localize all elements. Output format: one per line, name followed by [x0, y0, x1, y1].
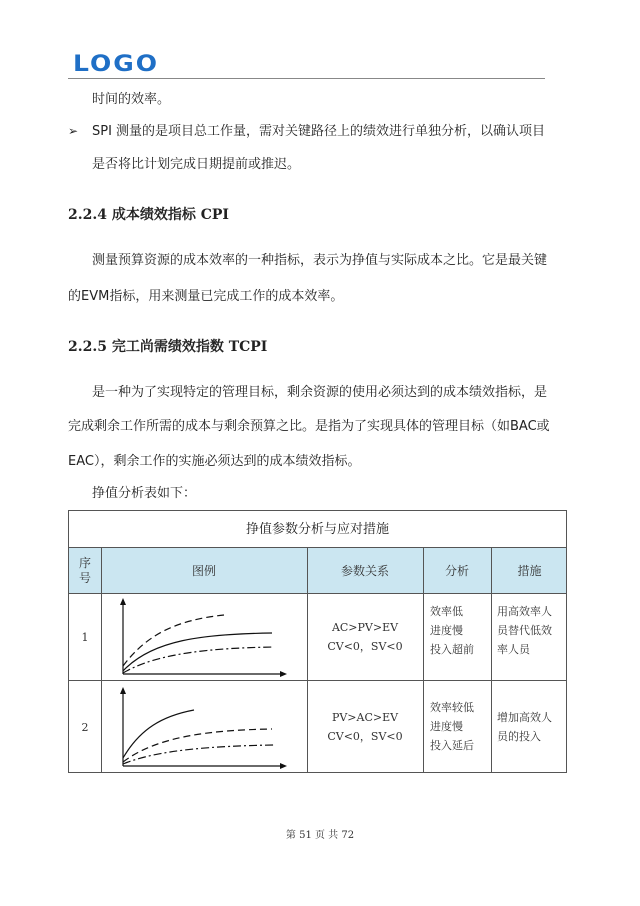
relation-line: AC>PV>EV	[331, 621, 399, 634]
row-number: 1	[81, 630, 89, 644]
section-heading-2-2-4: 2.2.4 成本绩效指标 CPI	[68, 207, 229, 223]
y-axis-arrow-icon	[120, 598, 126, 605]
header-divider	[68, 78, 545, 79]
paragraph-line: 挣值分析表如下：	[92, 486, 197, 501]
curve-solid	[123, 633, 272, 671]
row-number: 2	[81, 720, 89, 734]
row2-curve-diagram	[102, 681, 307, 773]
measures-line: 增加高效人	[497, 711, 552, 724]
header-analysis: 分析	[444, 564, 469, 578]
header-no-line: 号	[78, 570, 91, 585]
analysis-line: 效率低	[430, 605, 463, 618]
analysis-line: 投入延后	[430, 739, 474, 752]
earned-value-table	[68, 510, 567, 773]
measures-line: 用高效率人	[497, 605, 552, 618]
header-measures: 措施	[517, 564, 542, 578]
paragraph-line: 的EVM指标，用来测量已完成工作的成本效率。	[68, 289, 344, 304]
relation-line: PV>AC>EV	[331, 711, 399, 724]
header-diagram: 图例	[191, 564, 216, 578]
bullet-text-line: SPI 测量的是项目总工作量，需对关键路径上的绩效进行单独分析，以确认项目	[92, 124, 546, 139]
relation-line: CV<0，SV<0	[327, 730, 403, 743]
analysis-line: 进度慢	[430, 720, 463, 733]
measures-cell	[497, 602, 567, 659]
analysis-line: 效率较低	[430, 701, 474, 714]
measures-line: 员替代低效	[497, 624, 552, 637]
analysis-cell	[430, 602, 490, 659]
bullet-arrow-icon: ➢	[68, 124, 79, 138]
paragraph-line: 完成剩余工作所需的成本与剩余预算之比。是指为了实现具体的管理目标（如BAC或	[68, 419, 550, 434]
table-title: 挣值参数分析与应对措施	[69, 511, 566, 548]
analysis-line: 投入超前	[430, 643, 474, 656]
column-divider	[491, 548, 492, 773]
relation-cell	[307, 681, 423, 773]
curve-dash-dot	[123, 745, 274, 764]
column-divider	[423, 548, 424, 773]
row1-curve-diagram	[102, 594, 307, 680]
measures-cell	[497, 708, 567, 746]
paragraph-line: 是一种为了实现特定的管理目标，剩余资源的使用必须达到的成本绩效指标，是	[92, 385, 548, 400]
body-line: 时间的效率。	[92, 92, 171, 107]
bullet-text-line: 是否将比计划完成日期提前或推迟。	[92, 157, 301, 172]
paragraph-line: EAC），剩余工作的实施必须达到的成本绩效指标。	[68, 454, 361, 469]
header-no	[69, 548, 101, 593]
y-axis-arrow-icon	[120, 687, 126, 694]
measures-line: 率人员	[497, 643, 530, 656]
analysis-line: 进度慢	[430, 624, 463, 637]
x-axis-arrow-icon	[280, 763, 287, 769]
logo: LOGO	[73, 50, 160, 77]
measures-line: 员的投入	[497, 730, 541, 743]
header-no-line: 序	[78, 555, 91, 570]
section-heading-2-2-5: 2.2.5 完工尚需绩效指数 TCPI	[68, 339, 268, 355]
paragraph-line: 测量预算资源的成本效率的一种指标，表示为挣值与实际成本之比。它是最关键	[92, 253, 548, 268]
diagram-cell	[102, 594, 307, 680]
relation-cell	[307, 594, 423, 680]
curve-solid	[123, 710, 194, 758]
relation-line: CV<0，SV<0	[327, 640, 403, 653]
diagram-cell	[102, 681, 307, 773]
page-number: 第 51 页 共 72	[285, 830, 355, 841]
x-axis-arrow-icon	[280, 671, 287, 677]
header-relation: 参数关系	[340, 564, 389, 578]
analysis-cell	[430, 698, 490, 755]
curve-dash-dot	[123, 647, 274, 673]
